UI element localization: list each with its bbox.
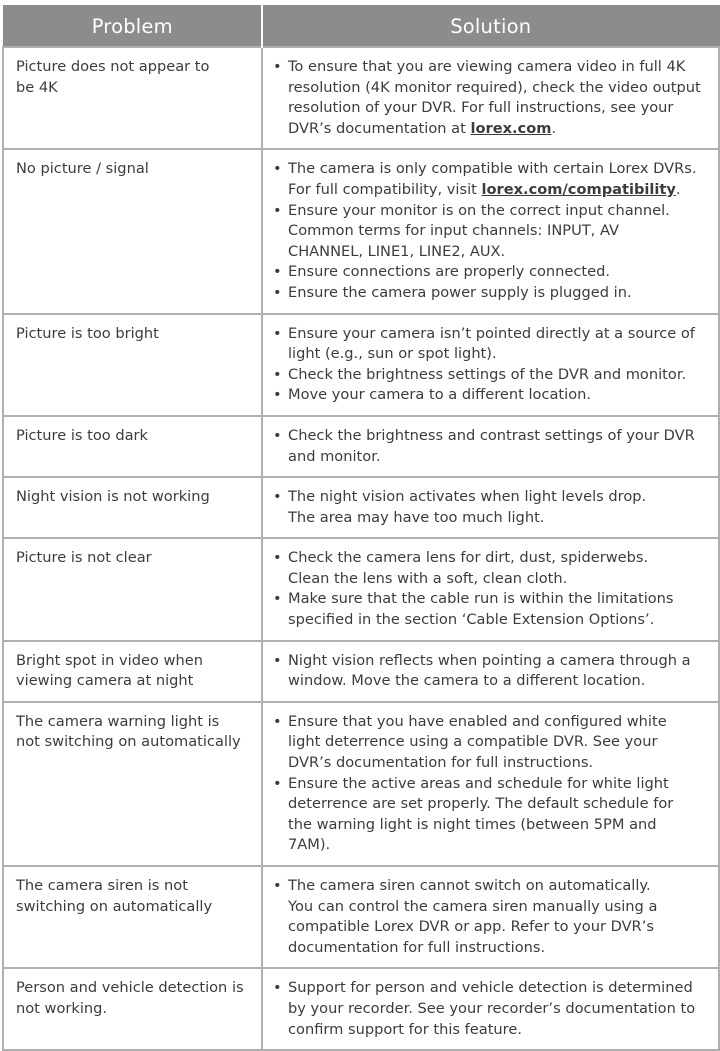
- solution-text: • The night vision activates when light levels drop.: [288, 488, 647, 506]
- solution-list: [273, 651, 712, 692]
- solution-text: deterrence are set properly. The default schedule for: [288, 795, 674, 813]
- problem-text: Night vision is not working: [16, 488, 210, 506]
- website-link[interactable]: lorex.com: [470, 119, 552, 137]
- solution-text: • Check the brightness settings of the DVR and monitor.: [288, 365, 687, 383]
- problem-text: Bright spot in video when: [16, 651, 203, 669]
- solution-text: DVR’s documentation for full instructions.: [288, 754, 594, 772]
- solution-text: resolution (4K monitor required), check the video output: [288, 78, 701, 96]
- problem-text: be 4K: [16, 78, 58, 96]
- solution-item: [273, 589, 712, 630]
- solution-text: • Night vision reflects when pointing a camera through a: [288, 651, 691, 669]
- solution-item: [273, 548, 712, 589]
- link-lead-text: DVR’s documentation at: [288, 119, 471, 137]
- solution-item: [273, 712, 712, 774]
- solution-text: confirm support for this feature.: [288, 1020, 522, 1038]
- solution-text-with-link: [288, 180, 712, 201]
- table-header-row: [3, 6, 719, 48]
- solution-text: • Move your camera to a different location.: [288, 386, 592, 404]
- solution-item: [273, 262, 712, 283]
- problem-text: Person and vehicle detection is: [16, 979, 244, 997]
- solution-list: [273, 159, 712, 303]
- table-row: [3, 47, 719, 149]
- problem-text: No picture / signal: [16, 160, 149, 178]
- solution-list: [273, 426, 712, 467]
- solution-text: and monitor.: [288, 447, 381, 465]
- table-row: [3, 968, 719, 1050]
- table-row: [3, 866, 719, 968]
- problem-cell: [3, 314, 262, 416]
- solution-cell: [262, 702, 719, 866]
- solution-list: [273, 876, 712, 958]
- solution-list: [273, 548, 712, 630]
- problem-text: The camera siren is not: [16, 877, 188, 894]
- solution-item: [273, 651, 712, 692]
- solution-item: [273, 283, 712, 304]
- solution-text: • Support for person and vehicle detection is determined: [288, 979, 693, 997]
- solution-cell: [262, 149, 719, 313]
- solution-text: • Ensure the camera power supply is plugged in.: [288, 283, 632, 301]
- solution-cell: [262, 47, 719, 149]
- solution-text: the warning light is night times (between 5PM and: [288, 815, 657, 833]
- solution-text: • Ensure your camera isn’t pointed directly at a source of: [288, 324, 695, 342]
- problem-cell: [3, 866, 262, 968]
- problem-text: not working.: [16, 999, 108, 1017]
- solution-item: [273, 201, 712, 263]
- problem-text: The camera warning light is: [16, 712, 220, 730]
- problem-cell: [3, 477, 262, 538]
- solution-text: • Ensure connections are properly connected.: [288, 263, 611, 281]
- solution-cell: [262, 314, 719, 416]
- table-row: [3, 477, 719, 538]
- problem-text: switching on automatically: [16, 897, 213, 915]
- troubleshooting-table: [2, 5, 720, 1051]
- problem-cell: [3, 968, 262, 1050]
- solution-item: [273, 426, 712, 467]
- solution-text: The area may have too much light.: [288, 508, 545, 526]
- solution-cell: [262, 416, 719, 477]
- problem-text: Picture does not appear to: [16, 58, 210, 75]
- solution-text: specified in the section ‘Cable Extension Options’.: [288, 611, 655, 629]
- table-body: [3, 47, 719, 1050]
- solution-text: light (e.g., sun or spot light).: [288, 345, 497, 363]
- solution-text: • Ensure the active areas and schedule for white light: [288, 774, 669, 792]
- solution-list: [273, 487, 712, 528]
- website-link[interactable]: lorex.com/compatibility: [481, 180, 676, 198]
- solution-list: [273, 57, 712, 139]
- solution-text: • Make sure that the cable run is within the limitations: [288, 590, 674, 608]
- problem-cell: [3, 702, 262, 866]
- solution-text: • Check the camera lens for dirt, dust, spiderwebs.: [288, 549, 649, 567]
- table-row: [3, 538, 719, 640]
- solution-text: You can control the camera siren manually using a: [288, 897, 658, 915]
- solution-item: [273, 487, 712, 528]
- solution-text: • Ensure that you have enabled and configured white: [288, 712, 667, 730]
- solution-text: • Check the brightness and contrast settings of your DVR: [288, 426, 695, 444]
- problem-text: Picture is not clear: [16, 549, 152, 567]
- solution-cell: [262, 866, 719, 968]
- solution-text: compatible Lorex DVR or app. Refer to your DVR’s: [288, 918, 654, 936]
- solution-item: [273, 159, 712, 200]
- table-row: [3, 416, 719, 477]
- solution-cell: [262, 641, 719, 702]
- problem-cell: [3, 641, 262, 702]
- solution-item: [273, 978, 712, 1040]
- solution-text: Common terms for input channels: INPUT, AV: [288, 222, 619, 240]
- link-trailing-text: .: [675, 180, 681, 198]
- problem-text: viewing camera at night: [16, 672, 194, 690]
- solution-item: [273, 57, 712, 139]
- link-lead-text: For full compatibility, visit: [288, 180, 482, 198]
- problem-text: not switching on automatically: [16, 733, 241, 751]
- solution-text: resolution of your DVR. For full instructions, see your: [288, 99, 674, 117]
- solution-item: [273, 365, 712, 386]
- solution-list: [273, 978, 712, 1040]
- table-row: [3, 641, 719, 702]
- solution-cell: [262, 538, 719, 640]
- solution-item: [273, 324, 712, 365]
- solution-text: CHANNEL, LINE1, LINE2, AUX.: [288, 242, 506, 260]
- solution-text: • The camera is only compatible with certain Lorex DVRs.: [288, 160, 697, 178]
- solution-text: by your recorder. See your recorder’s documentation to: [288, 999, 696, 1017]
- solution-text: 7AM).: [288, 836, 331, 854]
- solution-text: documentation for full instructions.: [288, 938, 546, 956]
- solution-text: Clean the lens with a soft, clean cloth.: [288, 569, 568, 587]
- solution-text: • To ensure that you are viewing camera video in full 4K: [288, 58, 686, 75]
- solution-cell: [262, 477, 719, 538]
- table-row: [3, 314, 719, 416]
- table-row: [3, 702, 719, 866]
- solution-text: • Ensure your monitor is on the correct input channel.: [288, 201, 670, 219]
- problem-cell: [3, 47, 262, 149]
- solution-list: [273, 324, 712, 406]
- problem-column-header: Problem: [3, 6, 262, 48]
- solution-item: [273, 876, 712, 958]
- problem-cell: [3, 416, 262, 477]
- solution-text-with-link: [288, 119, 712, 140]
- solution-text: window. Move the camera to a different location.: [288, 672, 646, 690]
- problem-text: Picture is too dark: [16, 426, 148, 444]
- solution-cell: [262, 968, 719, 1050]
- problem-cell: [3, 149, 262, 313]
- solution-text: light deterrence using a compatible DVR. See your: [288, 733, 658, 751]
- problem-cell: [3, 538, 262, 640]
- link-trailing-text: .: [551, 119, 557, 137]
- solution-item: [273, 385, 712, 406]
- solution-text: • The camera siren cannot switch on automatically.: [288, 877, 651, 894]
- solution-item: [273, 774, 712, 856]
- table-row: [3, 149, 719, 313]
- solution-column-header: Solution: [262, 6, 719, 48]
- problem-text: Picture is too bright: [16, 324, 159, 342]
- solution-list: [273, 712, 712, 856]
